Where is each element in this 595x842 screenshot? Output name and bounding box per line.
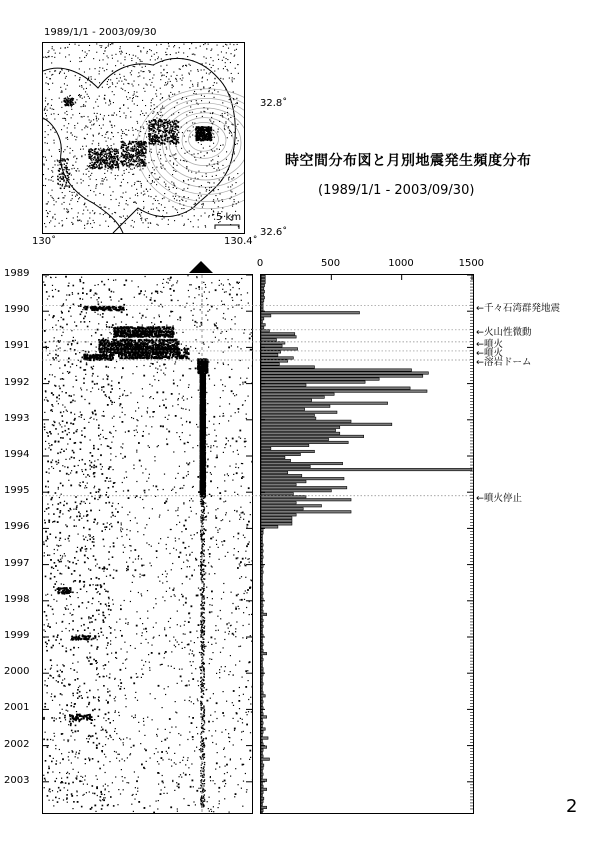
year-tick-label: 1996 bbox=[4, 521, 30, 533]
lon-left-label: 130˚ bbox=[32, 236, 57, 247]
year-tick-label: 2001 bbox=[4, 702, 30, 714]
lat-bottom-label: 32.6˚ bbox=[260, 227, 288, 238]
year-tick-label: 2002 bbox=[4, 738, 30, 750]
map-scale-label: 5 km bbox=[216, 212, 242, 223]
lon-right-label: 130.4˚ bbox=[224, 236, 258, 247]
map-period-label: 1989/1/1 - 2003/09/30 bbox=[44, 27, 157, 38]
year-tick-label: 1989 bbox=[4, 268, 30, 279]
lat-top-label: 32.8˚ bbox=[260, 98, 288, 109]
year-tick-label: 2003 bbox=[4, 774, 30, 786]
year-tick-label: 2000 bbox=[4, 666, 30, 678]
year-tick-label: 1993 bbox=[4, 412, 30, 424]
year-tick-label: 1999 bbox=[4, 630, 30, 641]
year-tick-label: 1994 bbox=[4, 449, 30, 460]
year-tick-label: 1990 bbox=[4, 304, 30, 316]
year-tick-label: 1992 bbox=[4, 376, 30, 388]
figure-title: 時空間分布図と月別地震発生頻度分布 bbox=[285, 153, 532, 169]
year-tick-label: 1991 bbox=[4, 340, 30, 352]
year-tick-label: 1998 bbox=[4, 593, 30, 605]
year-tick-label: 1995 bbox=[4, 485, 30, 497]
figure-subtitle: (1989/1/1 - 2003/09/30) bbox=[318, 183, 475, 198]
year-tick-label: 1997 bbox=[4, 557, 30, 569]
